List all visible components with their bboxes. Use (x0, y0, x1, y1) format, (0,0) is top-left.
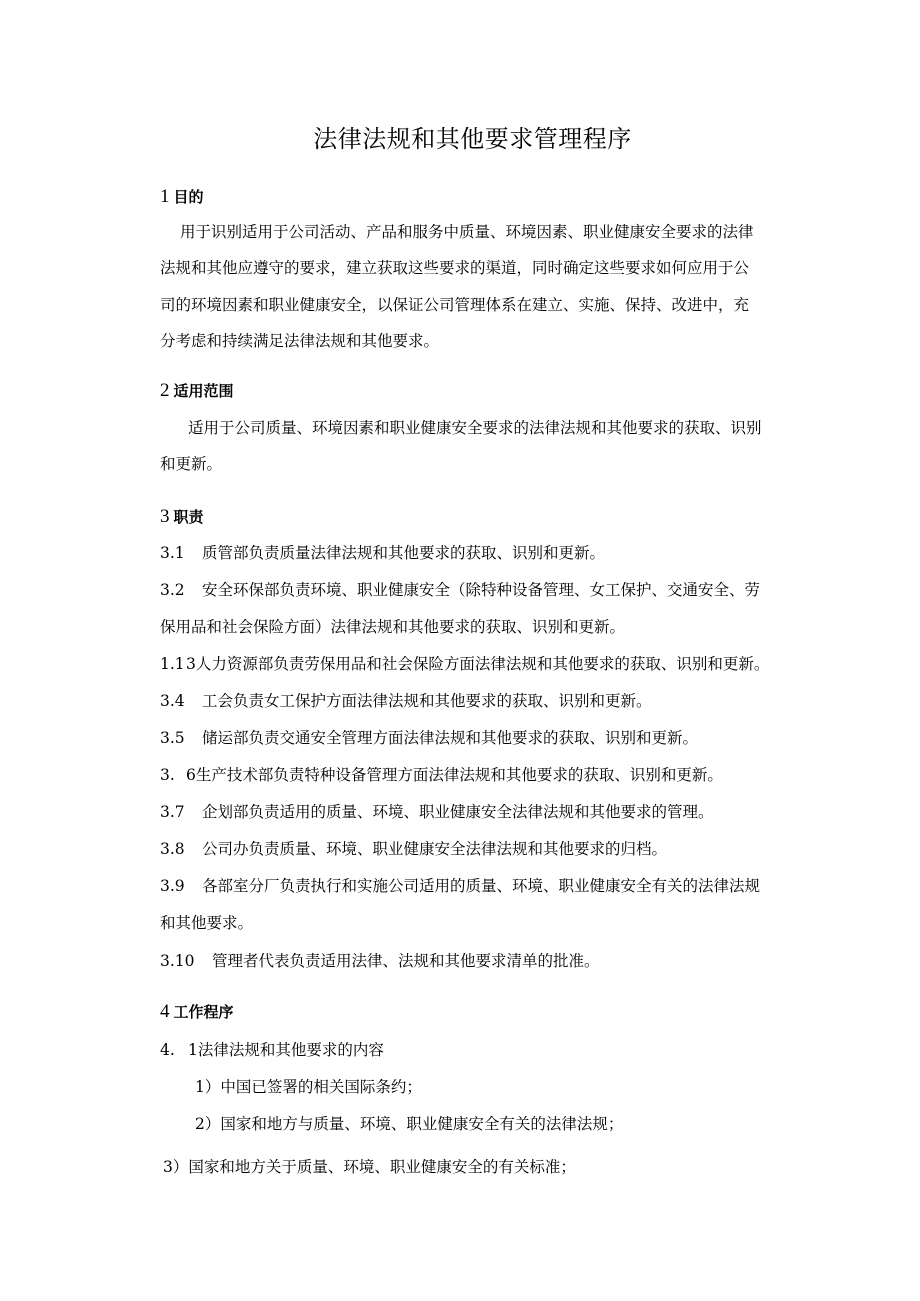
paragraph-line: 适用于公司质量、环境因素和职业健康安全要求的法律法规和其他要求的获取、识别 (188, 419, 762, 437)
list-item-continuation: 保用品和社会保险方面）法律法规和其他要求的获取、识别和更新。 (160, 618, 626, 636)
item-number: 3.9 (160, 877, 185, 895)
paragraph-line: 用于识别适用于公司活动、产品和服务中质量、环境因素、职业健康安全要求的法律 (180, 223, 754, 241)
paragraph-line: 司的环境因素和职业健康安全，以保证公司管理体系在建立、实施、保持、改进中，充 (160, 296, 750, 314)
item-number: 3.2 (160, 581, 185, 599)
item-number: 3.8 (160, 840, 185, 858)
list-item (160, 542, 605, 564)
item-number: 3.5 (160, 729, 185, 747)
paragraph-line: 法规和其他应遵守的要求，建立获取这些要求的渠道，同时确定这些要求如何应用于公 (160, 259, 750, 277)
item-text: 质管部负责质量法律法规和其他要求的获取、识别和更新。 (202, 544, 606, 562)
section-number: 1 (160, 186, 170, 207)
item-number: 3.7 (160, 803, 185, 821)
list-item (160, 690, 652, 712)
list-item: 1）中国已签署的相关国际条约； (195, 1078, 422, 1096)
list-item (160, 875, 760, 897)
subsection-number: 4. (160, 1041, 175, 1059)
item-text: 各部室分厂负责执行和实施公司适用的质量、环境、职业健康安全有关的法律法规 (202, 877, 761, 895)
item-number: 3. (160, 766, 175, 784)
item-text: 3人力资源部负责劳保用品和社会保险方面法律法规和其他要求的获取、识别和更新。 (186, 655, 770, 673)
item-number: 3.4 (160, 692, 185, 710)
document-title: 法律法规和其他要求管理程序 (313, 125, 632, 153)
item-text: 企划部负责适用的质量、环境、职业健康安全法律法规和其他要求的管理。 (202, 803, 714, 821)
subsection-heading (160, 1039, 384, 1061)
section-title: 目的 (173, 188, 204, 206)
paragraph-line: 分考虑和持续满足法律法规和其他要求。 (160, 332, 440, 350)
list-item (160, 950, 600, 972)
section-title: 职责 (173, 508, 204, 526)
list-item: 2）国家和地方与质量、环境、职业健康安全有关的法律法规； (195, 1115, 624, 1133)
item-text: 管理者代表负责适用法律、法规和其他要求清单的批准。 (212, 952, 600, 970)
list-item: 3）国家和地方关于质量、环境、职业健康安全的有关标准； (163, 1158, 576, 1176)
section-number: 3 (160, 506, 170, 527)
item-text: 工会负责女工保护方面法律法规和其他要求的获取、识别和更新。 (202, 692, 652, 710)
list-item (160, 579, 760, 601)
section-number: 4 (160, 1001, 170, 1022)
item-text: 6生产技术部负责特种设备管理方面法律法规和其他要求的获取、识别和更新。 (186, 766, 723, 784)
item-text: 安全环保部负责环境、职业健康安全（除特种设备管理、女工保护、交通安全、劳 (202, 581, 761, 599)
section-3-heading (160, 505, 204, 529)
section-2-heading (160, 379, 234, 403)
list-item-continuation: 和其他要求。 (160, 914, 254, 932)
section-4-heading (160, 1000, 234, 1024)
subsection-text: 1法律法规和其他要求的内容 (188, 1041, 384, 1059)
item-number: 1.1 (160, 655, 185, 673)
paragraph-line: 和更新。 (160, 455, 223, 473)
section-title: 适用范围 (173, 382, 234, 400)
list-item (160, 801, 714, 823)
list-item (160, 727, 698, 749)
item-text: 储运部负责交通安全管理方面法律法规和其他要求的获取、识别和更新。 (202, 729, 699, 747)
list-item (160, 653, 769, 675)
section-number: 2 (160, 380, 170, 401)
section-title: 工作程序 (173, 1003, 234, 1021)
item-text: 公司办负责质量、环境、职业健康安全法律法规和其他要求的归档。 (202, 840, 668, 858)
list-item (160, 838, 667, 860)
section-1-heading (160, 185, 204, 209)
item-number: 3.1 (160, 544, 185, 562)
item-number: 3.10 (160, 952, 195, 970)
list-item (160, 764, 723, 786)
